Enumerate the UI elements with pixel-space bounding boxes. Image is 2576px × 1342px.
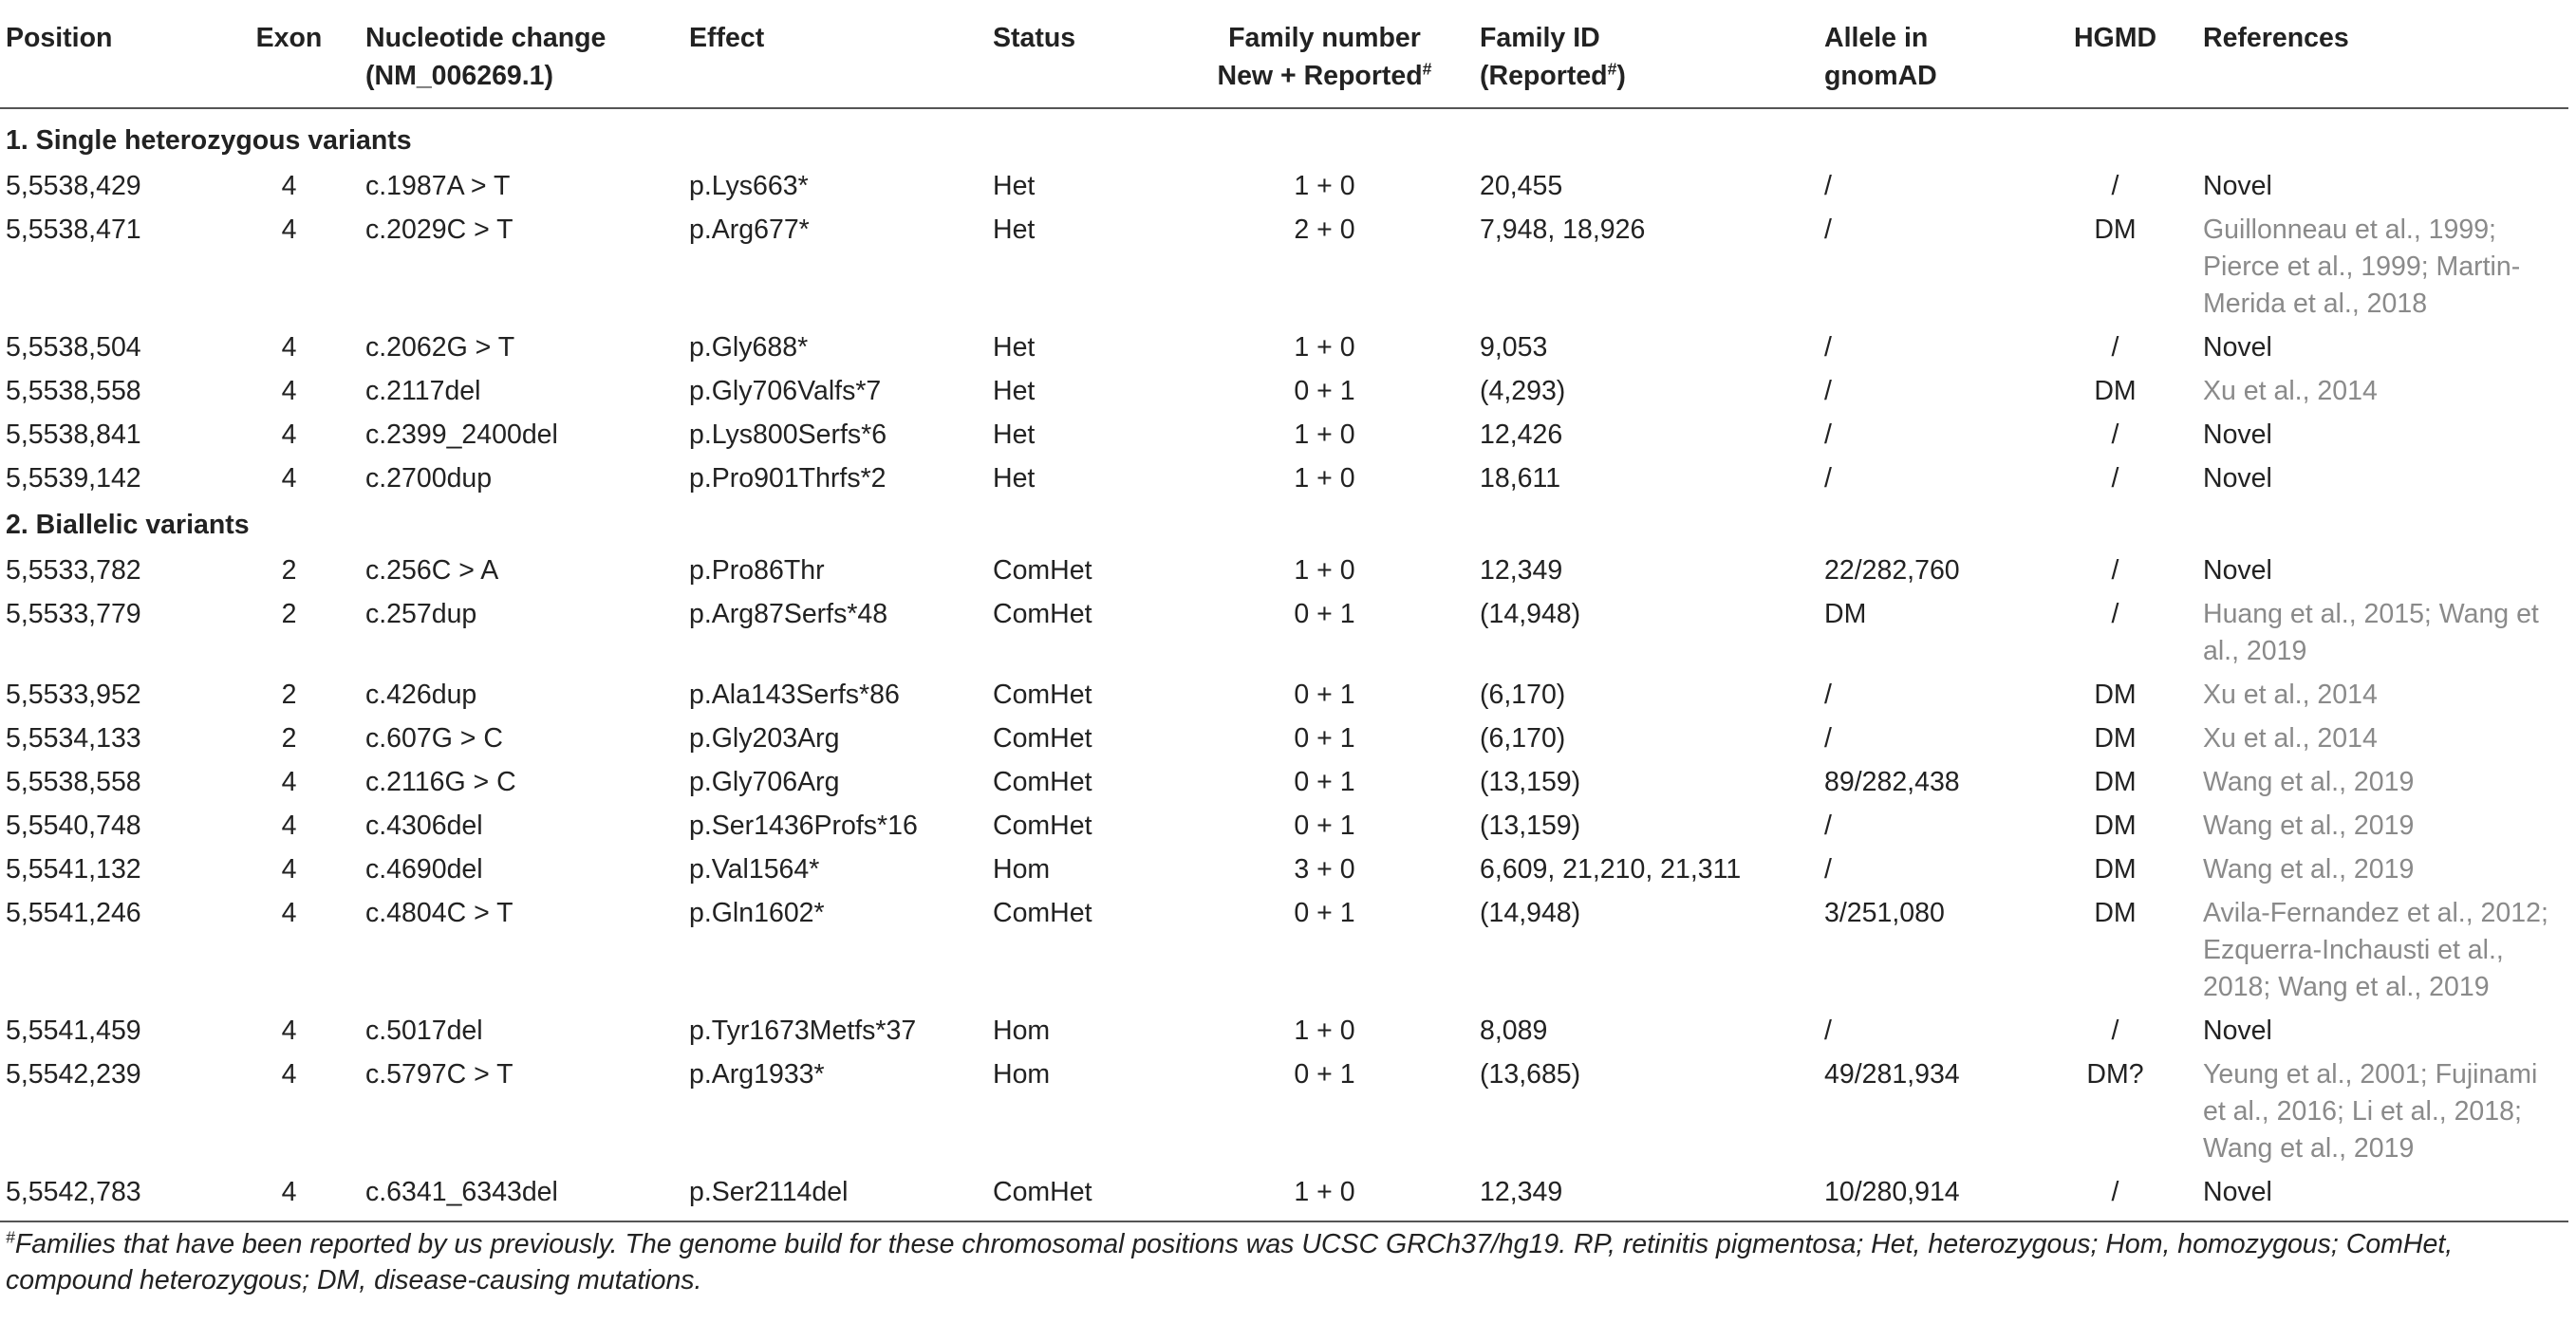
cell-status: ComHet — [993, 723, 1092, 754]
cell-family-number: 0 + 1 — [1294, 376, 1355, 406]
table-row — [0, 591, 2568, 672]
header-nucleotide-line2: (NM_006269.1) — [365, 61, 554, 91]
cell-family-number: 2 + 0 — [1294, 214, 1355, 245]
cell-status: ComHet — [993, 1177, 1092, 1207]
cell-family-id: 18,611 — [1480, 463, 1561, 494]
cell-position: 5,5533,952 — [6, 680, 141, 710]
section-title: 2. Biallelic variants — [6, 510, 250, 540]
header-family-number — [1175, 0, 1474, 108]
cell-family-number: 1 + 0 — [1294, 419, 1355, 450]
cell-effect: p.Gly203Arg — [689, 723, 840, 754]
cell-allele-gnomad: 22/282,760 — [1824, 555, 1960, 586]
cell-hgmd: / — [2111, 555, 2119, 586]
cell-status: Het — [993, 419, 1036, 450]
cell-references[interactable]: Huang et al., 2015; Wang et al., 2019 — [2203, 599, 2539, 666]
cell-family-number: 3 + 0 — [1294, 854, 1355, 885]
cell-position: 5,5539,142 — [6, 463, 141, 494]
cell-family-id: 8,089 — [1480, 1016, 1548, 1046]
cell-family-id: (14,948) — [1480, 898, 1581, 928]
cell-allele-gnomad: / — [1824, 332, 1832, 363]
cell-hgmd: / — [2111, 1016, 2119, 1046]
header-family-id-line2: (Reported — [1480, 61, 1608, 91]
header-family-id — [1474, 0, 1819, 108]
table-row — [0, 1008, 2568, 1052]
cell-nucleotide-change: c.4690del — [365, 854, 483, 885]
cell-nucleotide-change: c.4306del — [365, 811, 483, 841]
table-row — [0, 716, 2568, 759]
cell-status: Het — [993, 332, 1036, 363]
cell-allele-gnomad: DM — [1824, 599, 1867, 629]
cell-status: ComHet — [993, 767, 1092, 797]
cell-hgmd: / — [2111, 419, 2119, 450]
header-allele-line1: Allele in — [1824, 23, 1929, 53]
table-row — [0, 368, 2568, 412]
cell-references[interactable]: Yeung et al., 2001; Fujinami et al., 2016; Li et al., 2018; Wang et al., 2019 — [2203, 1059, 2538, 1164]
cell-position: 5,5541,132 — [6, 854, 141, 885]
cell-status: Het — [993, 171, 1036, 201]
table-row — [0, 548, 2568, 591]
cell-nucleotide-change: c.2117del — [365, 376, 481, 406]
cell-exon: 2 — [281, 680, 297, 710]
cell-references[interactable]: Guillonneau et al., 1999; Pierce et al., 1999; Martin-Merida et al., 2018 — [2203, 214, 2521, 319]
header-nucleotide-change — [360, 0, 683, 108]
cell-references: Novel — [2203, 419, 2272, 450]
cell-effect: p.Gly706Arg — [689, 767, 840, 797]
cell-allele-gnomad: / — [1824, 376, 1832, 406]
cell-status: ComHet — [993, 680, 1092, 710]
cell-nucleotide-change: c.2029C > T — [365, 214, 513, 245]
cell-exon: 2 — [281, 723, 297, 754]
table-row — [0, 412, 2568, 456]
cell-allele-gnomad: 10/280,914 — [1824, 1177, 1960, 1207]
cell-status: ComHet — [993, 599, 1092, 629]
cell-family-id: 12,349 — [1480, 1177, 1563, 1207]
cell-nucleotide-change: c.426dup — [365, 680, 477, 710]
cell-references[interactable]: Xu et al., 2014 — [2203, 723, 2378, 754]
cell-family-id: (13,685) — [1480, 1059, 1581, 1090]
cell-family-id: 20,455 — [1480, 171, 1563, 201]
cell-family-id: 7,948, 18,926 — [1480, 214, 1646, 245]
header-effect-label: Effect — [689, 23, 765, 53]
cell-status: Hom — [993, 1059, 1051, 1090]
cell-effect: p.Val1564* — [689, 854, 820, 885]
cell-hgmd: / — [2111, 599, 2119, 629]
table-row — [0, 456, 2568, 499]
cell-hgmd: DM — [2094, 680, 2137, 710]
cell-family-number: 0 + 1 — [1294, 811, 1355, 841]
header-row — [0, 0, 2568, 108]
cell-references: Novel — [2203, 1016, 2272, 1046]
cell-effect: p.Arg87Serfs*48 — [689, 599, 888, 629]
cell-family-id: (14,948) — [1480, 599, 1581, 629]
cell-effect: p.Arg1933* — [689, 1059, 825, 1090]
cell-position: 5,5541,459 — [6, 1016, 141, 1046]
cell-status: ComHet — [993, 555, 1092, 586]
cell-effect: p.Arg677* — [689, 214, 810, 245]
cell-allele-gnomad: / — [1824, 854, 1832, 885]
header-family-id-line1: Family ID — [1480, 23, 1600, 53]
cell-exon: 4 — [281, 171, 297, 201]
header-effect — [683, 0, 987, 108]
cell-allele-gnomad: / — [1824, 463, 1832, 494]
cell-family-number: 0 + 1 — [1294, 1059, 1355, 1090]
cell-status: ComHet — [993, 898, 1092, 928]
table-header — [0, 0, 2568, 108]
cell-family-number: 0 + 1 — [1294, 599, 1355, 629]
cell-family-id: (13,159) — [1480, 767, 1581, 797]
cell-nucleotide-change: c.6341_6343del — [365, 1177, 558, 1207]
cell-family-number: 1 + 0 — [1294, 171, 1355, 201]
header-family-number-line1: Family number — [1228, 23, 1421, 53]
header-position-label: Position — [6, 23, 113, 53]
cell-exon: 4 — [281, 767, 297, 797]
cell-status: ComHet — [993, 811, 1092, 841]
cell-status: Hom — [993, 854, 1051, 885]
header-exon-label: Exon — [255, 23, 323, 53]
cell-hgmd: DM — [2094, 854, 2137, 885]
table-footnote — [0, 1222, 2568, 1298]
cell-hgmd: DM? — [2086, 1059, 2144, 1090]
table-row — [0, 163, 2568, 207]
table-row — [0, 325, 2568, 368]
header-references — [2197, 0, 2568, 108]
cell-position: 5,5538,558 — [6, 767, 141, 797]
header-allele-line2: gnomAD — [1824, 61, 1937, 91]
table-row — [0, 890, 2568, 1008]
cell-allele-gnomad: / — [1824, 811, 1832, 841]
cell-exon: 4 — [281, 854, 297, 885]
cell-allele-gnomad: / — [1824, 419, 1832, 450]
cell-effect: p.Pro86Thr — [689, 555, 825, 586]
cell-status: Het — [993, 463, 1036, 494]
table-row — [0, 803, 2568, 847]
cell-position: 5,5533,779 — [6, 599, 141, 629]
cell-hgmd: DM — [2094, 767, 2137, 797]
cell-effect: p.Lys800Serfs*6 — [689, 419, 887, 450]
cell-family-id: (6,170) — [1480, 680, 1566, 710]
cell-allele-gnomad: / — [1824, 1016, 1832, 1046]
cell-references: Novel — [2203, 1177, 2272, 1207]
cell-effect: p.Gly688* — [689, 332, 809, 363]
table-row — [0, 847, 2568, 890]
cell-effect: p.Lys663* — [689, 171, 809, 201]
cell-family-id: 12,349 — [1480, 555, 1563, 586]
cell-effect: p.Ser2114del — [689, 1177, 849, 1207]
cell-family-id: 9,053 — [1480, 332, 1548, 363]
cell-family-number: 0 + 1 — [1294, 767, 1355, 797]
cell-exon: 4 — [281, 811, 297, 841]
cell-exon: 2 — [281, 555, 297, 586]
table-body — [0, 108, 2568, 1221]
cell-position: 5,5538,429 — [6, 171, 141, 201]
footnote-text: Families that have been reported by us previously. The genome build for these chromosomal positions was UCSC GRCh37/hg19. RP, retinitis pigmentosa; Het, heterozygous; Hom, homozygous; ComHet, compound heterozygous; DM, disease-causing mutations. — [6, 1229, 2454, 1295]
header-hgmd-label: HGMD — [2073, 23, 2157, 53]
cell-allele-gnomad: / — [1824, 171, 1832, 201]
cell-position: 5,5541,246 — [6, 898, 141, 928]
cell-allele-gnomad: 3/251,080 — [1824, 898, 1945, 928]
cell-references[interactable]: Wang et al., 2019 — [2203, 811, 2415, 841]
cell-allele-gnomad: / — [1824, 723, 1832, 754]
section-title: 1. Single heterozygous variants — [6, 125, 412, 156]
cell-family-number: 0 + 1 — [1294, 723, 1355, 754]
cell-nucleotide-change: c.2116G > C — [365, 767, 516, 797]
cell-nucleotide-change: c.257dup — [365, 599, 477, 629]
cell-status: Het — [993, 376, 1036, 406]
cell-references: Novel — [2203, 463, 2272, 494]
cell-allele-gnomad: / — [1824, 214, 1832, 245]
cell-hgmd: DM — [2094, 376, 2137, 406]
cell-nucleotide-change: c.2700dup — [365, 463, 493, 494]
cell-nucleotide-change: c.607G > C — [365, 723, 503, 754]
cell-family-number: 0 + 1 — [1294, 898, 1355, 928]
header-position — [0, 0, 218, 108]
cell-nucleotide-change: c.2399_2400del — [365, 419, 558, 450]
cell-status: Hom — [993, 1016, 1051, 1046]
cell-references: Novel — [2203, 555, 2272, 586]
cell-effect: p.Tyr1673Metfs*37 — [689, 1016, 917, 1046]
header-family-id-line2-end: ) — [1616, 61, 1626, 91]
cell-family-number: 1 + 0 — [1294, 463, 1355, 494]
footnote-marker: # — [6, 1227, 15, 1247]
cell-references[interactable]: Wang et al., 2019 — [2203, 854, 2415, 885]
header-status-label: Status — [993, 23, 1076, 53]
header-hgmd — [2033, 0, 2197, 108]
cell-references: Novel — [2203, 171, 2272, 201]
cell-hgmd: DM — [2094, 898, 2137, 928]
cell-family-number: 1 + 0 — [1294, 332, 1355, 363]
cell-position: 5,5540,748 — [6, 811, 141, 841]
cell-family-number: 1 + 0 — [1294, 1016, 1355, 1046]
header-status — [987, 0, 1175, 108]
cell-family-number: 0 + 1 — [1294, 680, 1355, 710]
cell-allele-gnomad: 89/282,438 — [1824, 767, 1960, 797]
cell-effect: p.Ser1436Profs*16 — [689, 811, 918, 841]
cell-hgmd: / — [2111, 332, 2119, 363]
cell-exon: 4 — [281, 1059, 297, 1090]
cell-nucleotide-change: c.256C > A — [365, 555, 499, 586]
table-row — [0, 207, 2568, 325]
cell-family-number: 1 + 0 — [1294, 555, 1355, 586]
header-family-number-sup: # — [1422, 59, 1432, 79]
cell-exon: 4 — [281, 332, 297, 363]
cell-hgmd: DM — [2094, 214, 2137, 245]
cell-hgmd: / — [2111, 1177, 2119, 1207]
cell-position: 5,5534,133 — [6, 723, 141, 754]
cell-exon: 4 — [281, 1016, 297, 1046]
cell-nucleotide-change: c.5017del — [365, 1016, 483, 1046]
cell-exon: 4 — [281, 1177, 297, 1207]
header-allele-gnomad — [1819, 0, 2033, 108]
cell-family-id: (13,159) — [1480, 811, 1581, 841]
cell-references[interactable]: Xu et al., 2014 — [2203, 376, 2378, 406]
table-row — [0, 1169, 2568, 1221]
cell-hgmd: / — [2111, 171, 2119, 201]
cell-exon: 4 — [281, 898, 297, 928]
cell-references[interactable]: Xu et al., 2014 — [2203, 680, 2378, 710]
cell-position: 5,5538,504 — [6, 332, 141, 363]
cell-nucleotide-change: c.1987A > T — [365, 171, 511, 201]
cell-exon: 4 — [281, 376, 297, 406]
cell-position: 5,5542,783 — [6, 1177, 141, 1207]
cell-family-id: 12,426 — [1480, 419, 1563, 450]
cell-references: Novel — [2203, 332, 2272, 363]
cell-references[interactable]: Wang et al., 2019 — [2203, 767, 2415, 797]
cell-position: 5,5538,471 — [6, 214, 141, 245]
cell-hgmd: / — [2111, 463, 2119, 494]
section-header-row — [0, 108, 2568, 163]
header-family-number-line2: New + Reported — [1217, 61, 1423, 91]
cell-position: 5,5538,841 — [6, 419, 141, 450]
cell-family-id: 6,609, 21,210, 21,311 — [1480, 854, 1742, 885]
cell-exon: 4 — [281, 214, 297, 245]
header-exon — [218, 0, 360, 108]
cell-status: Het — [993, 214, 1036, 245]
cell-exon: 4 — [281, 463, 297, 494]
cell-hgmd: DM — [2094, 811, 2137, 841]
cell-position: 5,5542,239 — [6, 1059, 141, 1090]
header-nucleotide-line1: Nucleotide change — [365, 23, 607, 53]
cell-allele-gnomad: 49/281,934 — [1824, 1059, 1960, 1090]
table-row — [0, 759, 2568, 803]
cell-position: 5,5538,558 — [6, 376, 141, 406]
header-references-label: References — [2203, 23, 2349, 53]
table-row — [0, 672, 2568, 716]
cell-references[interactable]: Avila-Fernandez et al., 2012; Ezquerra-Inchausti et al., 2018; Wang et al., 2019 — [2203, 898, 2548, 1002]
cell-position: 5,5533,782 — [6, 555, 141, 586]
cell-allele-gnomad: / — [1824, 680, 1832, 710]
cell-effect: p.Ala143Serfs*86 — [689, 680, 900, 710]
cell-exon: 4 — [281, 419, 297, 450]
table-row — [0, 1052, 2568, 1169]
cell-nucleotide-change: c.5797C > T — [365, 1059, 513, 1090]
cell-family-id: (4,293) — [1480, 376, 1566, 406]
header-family-id-sup: # — [1607, 59, 1617, 79]
section-header-row — [0, 499, 2568, 548]
cell-nucleotide-change: c.4804C > T — [365, 898, 513, 928]
cell-family-id: (6,170) — [1480, 723, 1566, 754]
cell-exon: 2 — [281, 599, 297, 629]
cell-hgmd: DM — [2094, 723, 2137, 754]
cell-effect: p.Gln1602* — [689, 898, 825, 928]
cell-effect: p.Pro901Thrfs*2 — [689, 463, 887, 494]
cell-nucleotide-change: c.2062G > T — [365, 332, 515, 363]
cell-family-number: 1 + 0 — [1294, 1177, 1355, 1207]
cell-effect: p.Gly706Valfs*7 — [689, 376, 882, 406]
